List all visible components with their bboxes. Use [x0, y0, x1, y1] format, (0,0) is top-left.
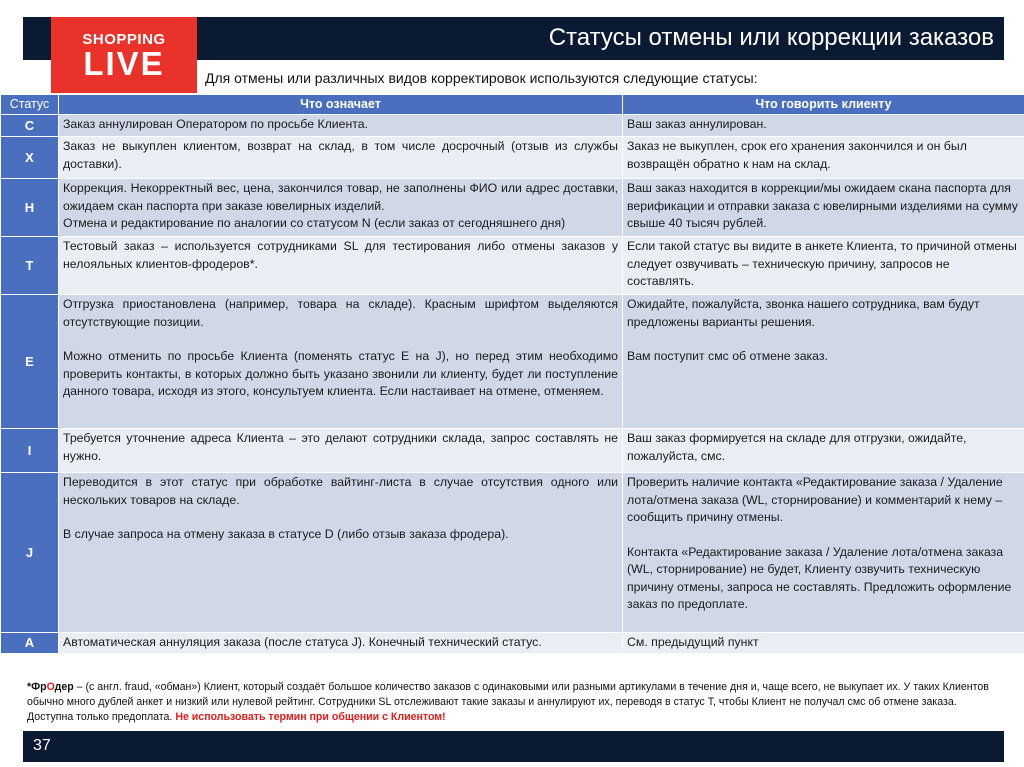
cell-paragraph: Коррекция. Некорректный вес, цена, закончился товар, не заполнены ФИО или адрес доставки, ожидаем скан паспорта при заказе ювелирных изделий.	[63, 181, 618, 213]
footnote-text: – (с англ. fraud, «обман») Клиент, который создаёт большое количество заказов с одинаковыми или разными артикулами в течение дня и, чаще всего, не выкупает их. У таких Клиентов обычно много дублей анкет и низкий или нулевой рейтинг. Сотрудники SL отслеживают такие заказы и аннулируют их, переводя в статус T, чтобы Клиент не получал смс об отмене заказа. Доступна только предоплата.	[27, 681, 989, 723]
logo-line2: LIVE	[83, 45, 165, 82]
cell-paragraph: Автоматическая аннуляция заказа (после статуса J). Конечный технический статус.	[63, 635, 542, 649]
cell-paragraph	[627, 331, 1020, 348]
status-code: I	[1, 429, 59, 473]
shopping-live-logo	[51, 17, 197, 93]
status-code: A	[1, 633, 59, 654]
status-code: H	[1, 179, 59, 237]
cell-paragraph: Ваш заказ формируется на складе для отгрузки, ожидайте, пожалуйста, смс.	[627, 431, 967, 463]
client-cell	[623, 137, 1024, 179]
footnote-term	[27, 681, 74, 693]
header-client: Что говорить клиенту	[623, 95, 1024, 115]
header-meaning: Что означает	[59, 95, 623, 115]
meaning-cell	[59, 295, 623, 429]
cell-paragraph: Ожидайте, пожалуйста, звонка нашего сотрудника, вам будут предложены варианты решения.	[627, 297, 980, 329]
term-prefix: *Фр	[27, 681, 47, 693]
meaning-cell	[59, 237, 623, 295]
meaning-cell	[59, 633, 623, 654]
client-cell	[623, 179, 1024, 237]
status-code: C	[1, 115, 59, 137]
cell-paragraph: Вам поступит смс об отмене заказ.	[627, 349, 828, 363]
table-body	[1, 115, 1024, 654]
table-row	[1, 633, 1024, 654]
table-row	[1, 115, 1024, 137]
table-row	[1, 473, 1024, 633]
cell-paragraph: Тестовый заказ – используется сотрудниками SL для тестирования либо отмены заказов у нелояльных клиентов-фродеров*.	[63, 239, 618, 271]
cell-paragraph: Переводится в этот статус при обработке вайтинг-листа в случае отсутствия одного или нескольких товаров на складе.	[63, 475, 618, 507]
cell-paragraph	[627, 527, 1020, 544]
client-cell	[623, 473, 1024, 633]
meaning-cell	[59, 137, 623, 179]
cell-paragraph: См. предыдущий пункт	[627, 635, 759, 649]
table-row	[1, 429, 1024, 473]
footnote	[27, 680, 992, 725]
client-cell	[623, 115, 1024, 137]
cell-paragraph: Ваш заказ находится в коррекции/мы ожидаем скана паспорта для верификации и отправки заказа с ювелирными изделиями на сумму свыше 40 тысяч рублей.	[627, 181, 1018, 230]
footer-bar	[23, 731, 1004, 762]
table-header-row	[1, 95, 1024, 115]
cell-paragraph: Требуется уточнение адреса Клиента – это делают сотрудники склада, запрос составлять не нужно.	[63, 431, 618, 463]
cell-paragraph: Отмена и редактирование по аналогии со статусом N (если заказ от сегодняшнего дня)	[63, 216, 566, 230]
cell-paragraph	[63, 331, 618, 348]
table-row	[1, 137, 1024, 179]
footnote-warning: Не использовать термин при общении с Клиентом!	[175, 711, 446, 723]
cell-paragraph: Заказ не выкуплен клиентом, возврат на склад, в том числе досрочный (отзыв из службы доставки).	[63, 139, 618, 171]
meaning-cell	[59, 429, 623, 473]
status-code: J	[1, 473, 59, 633]
term-suffix: дер	[54, 681, 74, 693]
client-cell	[623, 429, 1024, 473]
meaning-cell	[59, 473, 623, 633]
client-cell	[623, 633, 1024, 654]
cell-paragraph	[63, 509, 618, 526]
cell-paragraph: Контакта «Редактирование заказа / Удаление лота/отмена заказа (WL, сторнирование) не будет, Клиенту озвучить техническую причину отмены, запроса не составлять. Предложить оформление заказ по предоплате.	[627, 544, 1012, 611]
term-accent: О	[46, 681, 55, 693]
cell-paragraph: Отгрузка приостановлена (например, товара на складе). Красным шрифтом выделяются отсутствующие позиции.	[63, 297, 618, 329]
cell-paragraph: Можно отменить по просьбе Клиента (поменять статус E на J), но перед этим необходимо проверить контакты, в которых должно быть указано звонили ли клиенту, будет ли поступление данного товара, исходя из этого, консультуем клиента. Если настаивает на отмене, отменяем.	[63, 349, 618, 398]
slide-title: Статусы отмены или коррекции заказов	[548, 24, 994, 51]
cell-paragraph: Если такой статус вы видите в анкете Клиента, то причиной отмены следует озвучивать – техническую причину, запросов не составлять.	[627, 239, 1017, 288]
table-row	[1, 237, 1024, 295]
cell-paragraph: В случае запроса на отмену заказа в статусе D (либо отзыв заказа фродера).	[63, 527, 509, 541]
client-cell	[623, 237, 1024, 295]
table-row	[1, 295, 1024, 429]
client-cell	[623, 295, 1024, 429]
status-code: E	[1, 295, 59, 429]
logo-line1: SHOPPING	[82, 31, 166, 48]
status-code: X	[1, 137, 59, 179]
subtitle: Для отмены или различных видов корректировок используются следующие статусы:	[205, 70, 758, 86]
page-number: 37	[33, 737, 51, 754]
meaning-cell	[59, 115, 623, 137]
meaning-cell	[59, 179, 623, 237]
cell-paragraph: Заказ не выкуплен, срок его хранения закончился и он был возвращён обратно к нам на склад.	[627, 139, 967, 171]
cell-paragraph: Проверить наличие контакта «Редактирование заказа / Удаление лота/отмена заказа (WL, сторнирование) и комментарий к нему – сообщить причину отмены.	[627, 475, 1003, 524]
header-status: Статус	[1, 95, 59, 115]
cell-paragraph: Заказ аннулирован Оператором по просьбе Клиента.	[63, 117, 369, 131]
table-row	[1, 179, 1024, 237]
status-code: T	[1, 237, 59, 295]
cell-paragraph: Ваш заказ аннулирован.	[627, 117, 767, 131]
status-table	[0, 94, 1024, 654]
